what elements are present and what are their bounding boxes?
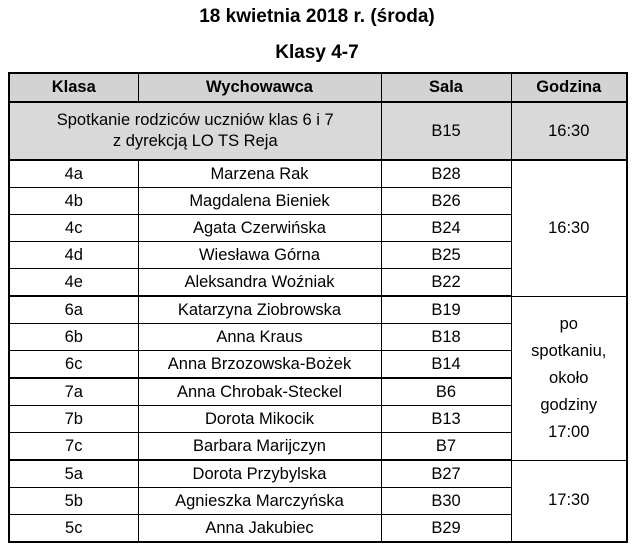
column-header-sala: Sala — [381, 73, 511, 102]
cell-wychowawca: Dorota Przybylska — [138, 460, 381, 488]
time-group-4: 16:30 — [511, 160, 627, 296]
cell-sala: B14 — [381, 351, 511, 379]
meeting-time: 16:30 — [511, 102, 627, 160]
schedule-table — [8, 72, 628, 543]
cell-wychowawca: Aleksandra Woźniak — [138, 269, 381, 297]
cell-sala: B28 — [381, 160, 511, 188]
cell-sala: B19 — [381, 296, 511, 324]
cell-sala: B26 — [381, 188, 511, 215]
cell-sala: B7 — [381, 433, 511, 461]
cell-sala: B22 — [381, 269, 511, 297]
cell-klasa: 6a — [9, 296, 138, 324]
page-title: 18 kwietnia 2018 r. (środa) — [199, 6, 435, 27]
cell-sala: B29 — [381, 515, 511, 543]
cell-wychowawca: Dorota Mikocik — [138, 406, 381, 433]
cell-wychowawca: Marzena Rak — [138, 160, 381, 188]
time-group-5: 17:30 — [511, 460, 627, 542]
column-header-klasa: Klasa — [9, 73, 138, 102]
table-row — [9, 460, 627, 488]
cell-klasa: 4c — [9, 215, 138, 242]
cell-sala: B27 — [381, 460, 511, 488]
cell-klasa: 5a — [9, 460, 138, 488]
cell-klasa: 7a — [9, 378, 138, 406]
cell-sala: B30 — [381, 488, 511, 515]
column-header-wychowawca: Wychowawca — [138, 73, 381, 102]
cell-sala: B25 — [381, 242, 511, 269]
time-line: po — [559, 314, 578, 333]
cell-sala: B6 — [381, 378, 511, 406]
cell-klasa: 4d — [9, 242, 138, 269]
cell-sala: B24 — [381, 215, 511, 242]
cell-wychowawca: Agnieszka Marczyńska — [138, 488, 381, 515]
cell-wychowawca: Barbara Marijczyn — [138, 433, 381, 461]
meeting-row — [9, 102, 627, 160]
table-row — [9, 296, 627, 324]
cell-klasa: 4b — [9, 188, 138, 215]
meeting-description — [9, 102, 381, 160]
cell-wychowawca: Katarzyna Ziobrowska — [138, 296, 381, 324]
meeting-room: B15 — [381, 102, 511, 160]
column-header-godzina: Godzina — [511, 73, 627, 102]
time-group-6-7 — [511, 296, 627, 460]
time-line: spotkaniu, — [531, 341, 607, 360]
cell-klasa: 6b — [9, 324, 138, 351]
cell-sala: B18 — [381, 324, 511, 351]
meeting-text-line1: Spotkanie rodziców uczniów klas 6 i 7 — [56, 111, 334, 129]
cell-wychowawca: Magdalena Bieniek — [138, 188, 381, 215]
time-line: około — [549, 368, 589, 387]
table-row — [9, 160, 627, 188]
cell-sala: B13 — [381, 406, 511, 433]
meeting-text-line2: z dyrekcją LO TS Reja — [112, 132, 278, 150]
table-header-row — [9, 73, 627, 102]
cell-klasa: 6c — [9, 351, 138, 379]
time-line: godziny — [540, 395, 598, 414]
cell-wychowawca: Wiesława Górna — [138, 242, 381, 269]
cell-klasa: 4e — [9, 269, 138, 297]
cell-wychowawca: Agata Czerwińska — [138, 215, 381, 242]
time-line: 17:00 — [548, 422, 590, 441]
cell-klasa: 5c — [9, 515, 138, 543]
cell-wychowawca: Anna Kraus — [138, 324, 381, 351]
cell-klasa: 4a — [9, 160, 138, 188]
cell-wychowawca: Anna Jakubiec — [138, 515, 381, 543]
cell-wychowawca: Anna Brzozowska-Bożek — [138, 351, 381, 379]
cell-wychowawca: Anna Chrobak-Steckel — [138, 378, 381, 406]
cell-klasa: 7b — [9, 406, 138, 433]
cell-klasa: 7c — [9, 433, 138, 461]
page-subtitle: Klasy 4-7 — [275, 42, 359, 63]
cell-klasa: 5b — [9, 488, 138, 515]
